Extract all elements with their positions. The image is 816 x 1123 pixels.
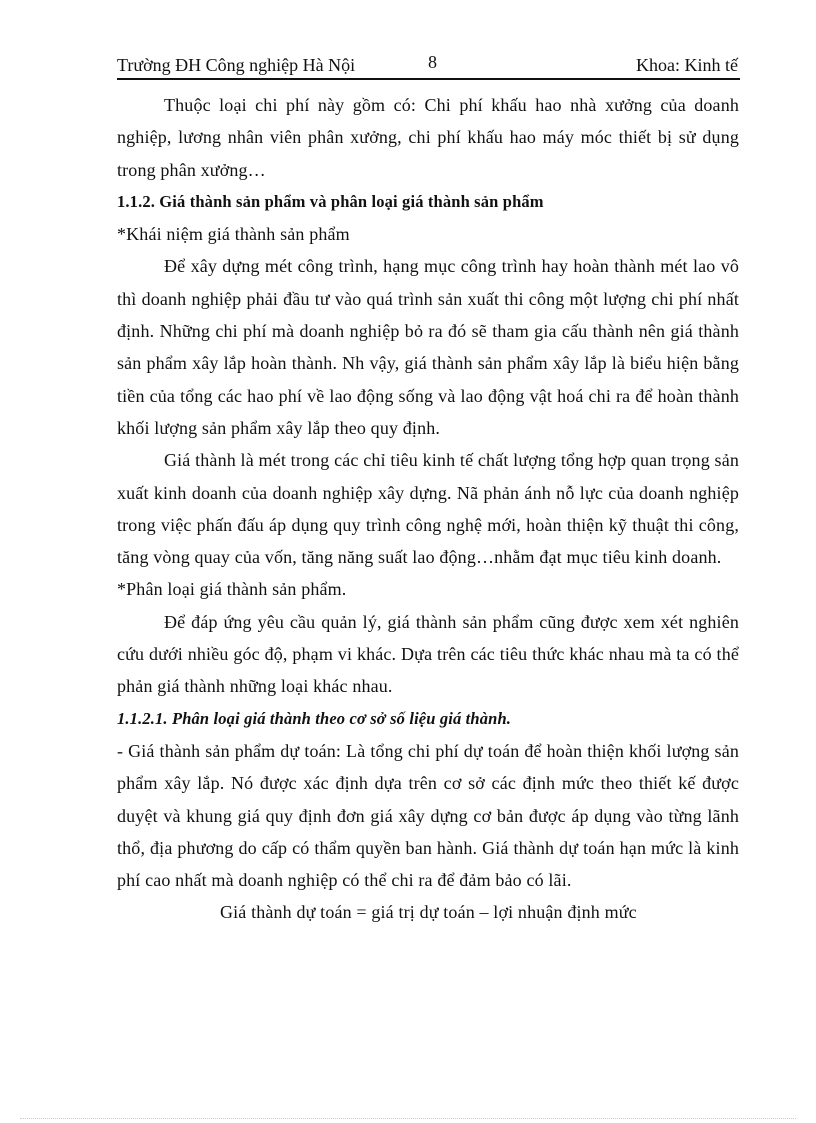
- formula: Giá thành dự toán = giá trị dự toán – lợi nhuận định mức: [220, 902, 637, 923]
- paragraph: Để đáp ứng yêu cầu quản lý, giá thành sản phẩm cũng được xem xét nghiên cứu dưới nhiều góc độ, phạm vi khác. Dựa trên các tiêu thức khác nhau mà ta có thể phản giá thành những loại khác nhau.: [117, 611, 739, 697]
- subsection-label: *Phân loại giá thành sản phẩm.: [117, 579, 347, 600]
- page-bottom-divider: [20, 1118, 796, 1119]
- page-header: [117, 52, 740, 80]
- header-school-name: Trường ĐH Công nghiệp Hà Nội: [117, 55, 356, 75]
- section-heading: 1.1.2. Giá thành sản phẩm và phân loại giá thành sản phẩm: [117, 191, 544, 211]
- paragraph: Để xây dựng mét công trình, hạng mục công trình hay hoàn thành mét lao vô thì doanh nghiệp phải đầu tư vào quá trình sản xuất thi công một lượng chi phí nhất định. Những chi phí mà doanh nghiệp bỏ ra đó sẽ tham gia cấu thành nên giá thành sản phẩm xây lắp hoàn thành. Nh vậy, giá thành sản phẩm xây lắp là biểu hiện bằng tiền của tổng các hao phí về lao động sống và lao động vật hoá chi ra để hoàn thành khối lượng sản phẩm xây lắp theo quy định.: [117, 256, 739, 438]
- subsection-label: *Khái niệm giá thành sản phẩm: [117, 224, 350, 245]
- page-number: 8: [428, 52, 437, 72]
- paragraph: Thuộc loại chi phí này gồm có: Chi phí khấu hao nhà xưởng của doanh nghiệp, lương nhân viên phân xưởng, chi phí khấu hao máy móc thiết bị sử dụng trong phân xưởng…: [117, 95, 739, 180]
- paragraph: Giá thành là mét trong các chỉ tiêu kinh tế chất lượng tổng hợp quan trọng sản xuất kinh doanh của doanh nghiệp xây dựng. Nã phản ánh nỗ lực của doanh nghiệp trong việc phấn đấu áp dụng quy trình công nghệ mới, hoàn thiện kỹ thuật thi công, tăng vòng quay của vốn, tăng năng suất lao động…nhằm đạt mục tiêu kinh doanh.: [117, 450, 739, 568]
- subsection-heading: 1.1.2.1. Phân loại giá thành theo cơ sở số liệu giá thành.: [117, 708, 512, 728]
- header-faculty: Khoa: Kinh tế: [636, 55, 738, 75]
- paragraph: - Giá thành sản phẩm dự toán: Là tổng chi phí dự toán để hoàn thiện khối lượng sản phẩm xây lắp. Nó được xác định dựa trên cơ sở các định mức theo thiết kế được duyệt và khung giá quy định đơn giá xây dựng cơ bản được áp dụng vào từng lãnh thổ, địa phương do cấp có thẩm quyền ban hành. Giá thành dự toán hạn mức là kinh phí cao nhất mà doanh nghiệp có thể chi ra để đảm bảo có lãi.: [117, 740, 739, 891]
- document-body: [117, 89, 739, 929]
